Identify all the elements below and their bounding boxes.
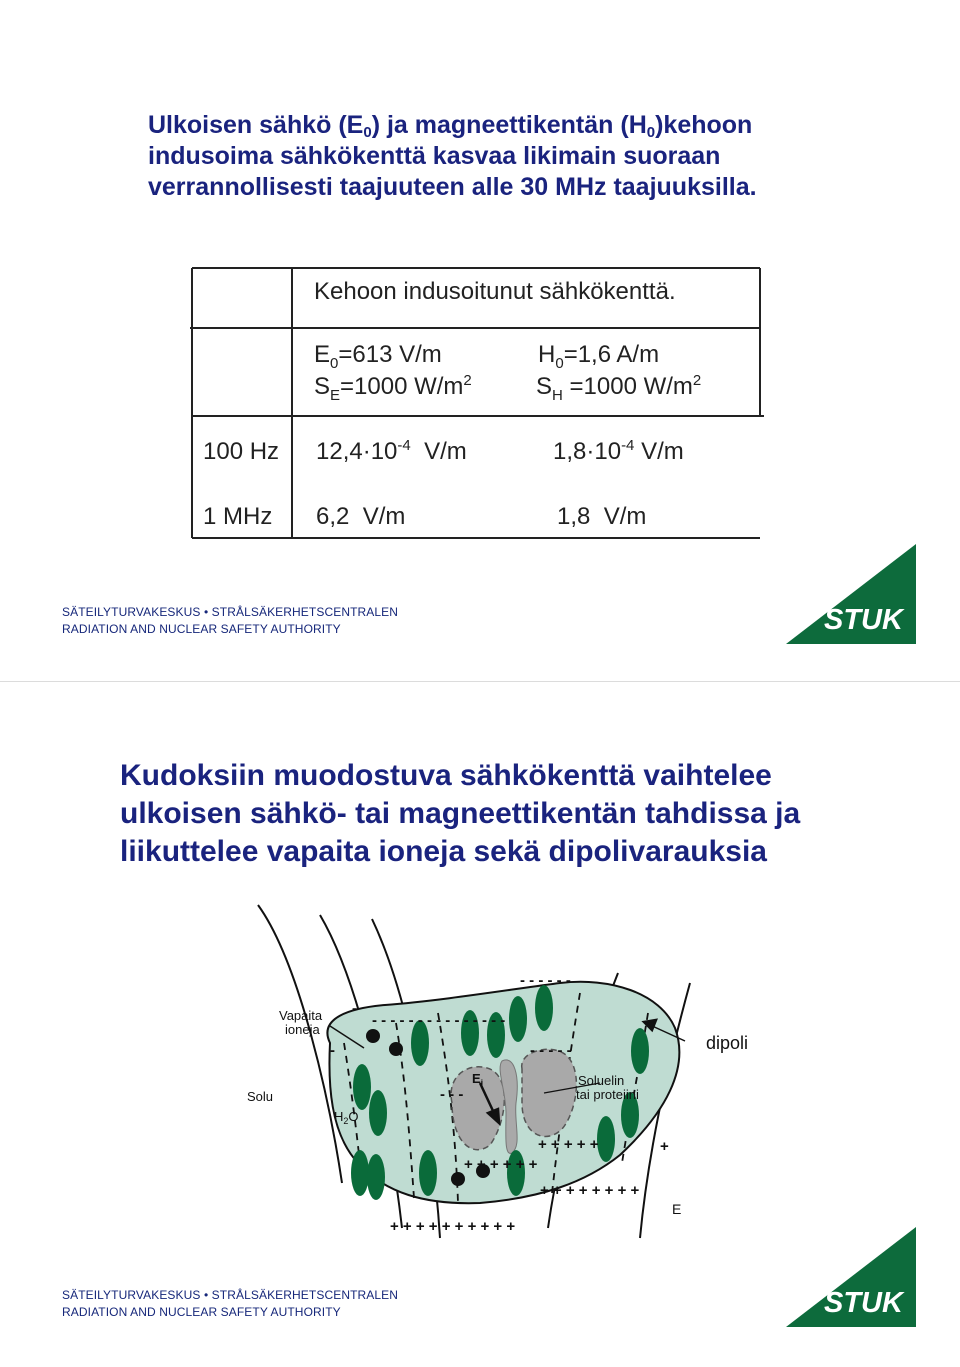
title-sub: 0 [363,124,372,141]
title-line: ulkoisen sähkö- tai magneettikentän tahdissa ja [120,797,801,830]
label-solu: Solu [247,1089,274,1104]
label-ioneja: ioneja [285,1022,320,1037]
label-ei: $E_i$ [472,1071,484,1088]
minus-charges: - - - - - [530,1042,572,1059]
title-part: Ulkoisen sähkö (E [148,111,364,139]
logo-text: STUK [824,1287,903,1319]
slide-divider [0,681,960,682]
row-1mhz-h-value: 1,8 V/m [557,503,647,530]
e-power-density: $S_E=1000$ $W/m^2$ [314,372,472,404]
plus-charges: + + + + + + + + + + [390,1218,516,1235]
dipole [631,1028,649,1074]
dipole [535,985,553,1031]
label-vapaita: Vapaita [279,1008,323,1023]
dipole [353,1064,371,1110]
title-sub: 0 [646,124,656,141]
label-h2o: $H_2O$ [334,1109,359,1126]
plus-charges: + + + + + + + + [540,1182,640,1199]
dipole [509,996,527,1042]
minus-charges: - - - - - - [520,972,571,989]
dipole [369,1090,387,1136]
footer-line-1: SÄTEILYTURVAKESKUS • STRÅLSÄKERHETSCENTRALEN [62,1288,399,1302]
dipole [419,1150,437,1196]
minus-charge: - [352,1000,357,1017]
title-line: Kudoksiin muodostuva sähkökenttä vaihtelee [120,759,772,792]
title-line: verrannollisesti taajuuteen alle 30 MHz taajuuksilla. [148,173,757,201]
minus-charges: - - - [440,1086,464,1103]
h-field-strength: $H_0=1,6$ A/m [538,341,660,372]
title-part: )kehoon [655,111,753,139]
row-freq-1mhz: 1 MHz [203,503,273,530]
minus-charges: - - - - - - - - - - - - - - - [372,1012,506,1029]
stuk-logo [786,544,916,644]
plus-charge: + [660,1138,669,1155]
dipole [351,1150,369,1196]
footer-line-2: RADIATION AND NUCLEAR SAFETY AUTHORITY [62,622,341,636]
label-soluelin: Soluelin [578,1073,625,1088]
field-table [0,0,960,560]
slide-2 [0,683,960,1367]
row-100hz-e-value: $12,4\cdot 10^{-4}$ V/m [316,437,467,465]
footer-line-2: RADIATION AND NUCLEAR SAFETY AUTHORITY [62,1305,341,1319]
logo-text: STUK [824,604,903,636]
plus-charges: + + + + + + [464,1156,538,1173]
footer-line-1: SÄTEILYTURVAKESKUS • STRÅLSÄKERHETSCENTRALEN [62,605,399,619]
title-line: indusoima sähkökenttä kasvaa likimain suoraan [148,142,721,170]
stuk-logo [786,1227,916,1327]
title-line: liikuttelee vapaita ioneja sekä dipolivarauksia [120,835,767,868]
row-freq-100hz: 100 Hz [203,438,280,465]
ion-negative [389,1042,403,1056]
minus-charge: - [330,1042,335,1059]
title-part: ) ja magneettikentän (H [371,111,647,139]
footer-organisation [62,604,398,638]
slide-1 [0,0,960,680]
plus-charges: + + + + + [538,1136,599,1153]
label-proteiini: tai proteiini [576,1087,639,1102]
row-100hz-h-value: $1,8\cdot 10^{-4}$ V/m [553,437,684,465]
dipole [367,1154,385,1200]
ion-negative [366,1029,380,1043]
dipole [597,1116,615,1162]
e-field-strength: $E_0=613$ V/m [314,341,442,372]
ion-positive [451,1172,465,1186]
footer-organisation [62,1287,398,1321]
label-dipoli: dipoli [706,1033,749,1053]
table-header: Kehoon indusoitunut sähkökenttä. [314,278,676,305]
label-e-field: E [672,1201,682,1217]
row-1mhz-e-value: 6,2 V/m [316,503,406,530]
h-power-density: $S_H =1000$ $W/m^2$ [536,372,702,404]
